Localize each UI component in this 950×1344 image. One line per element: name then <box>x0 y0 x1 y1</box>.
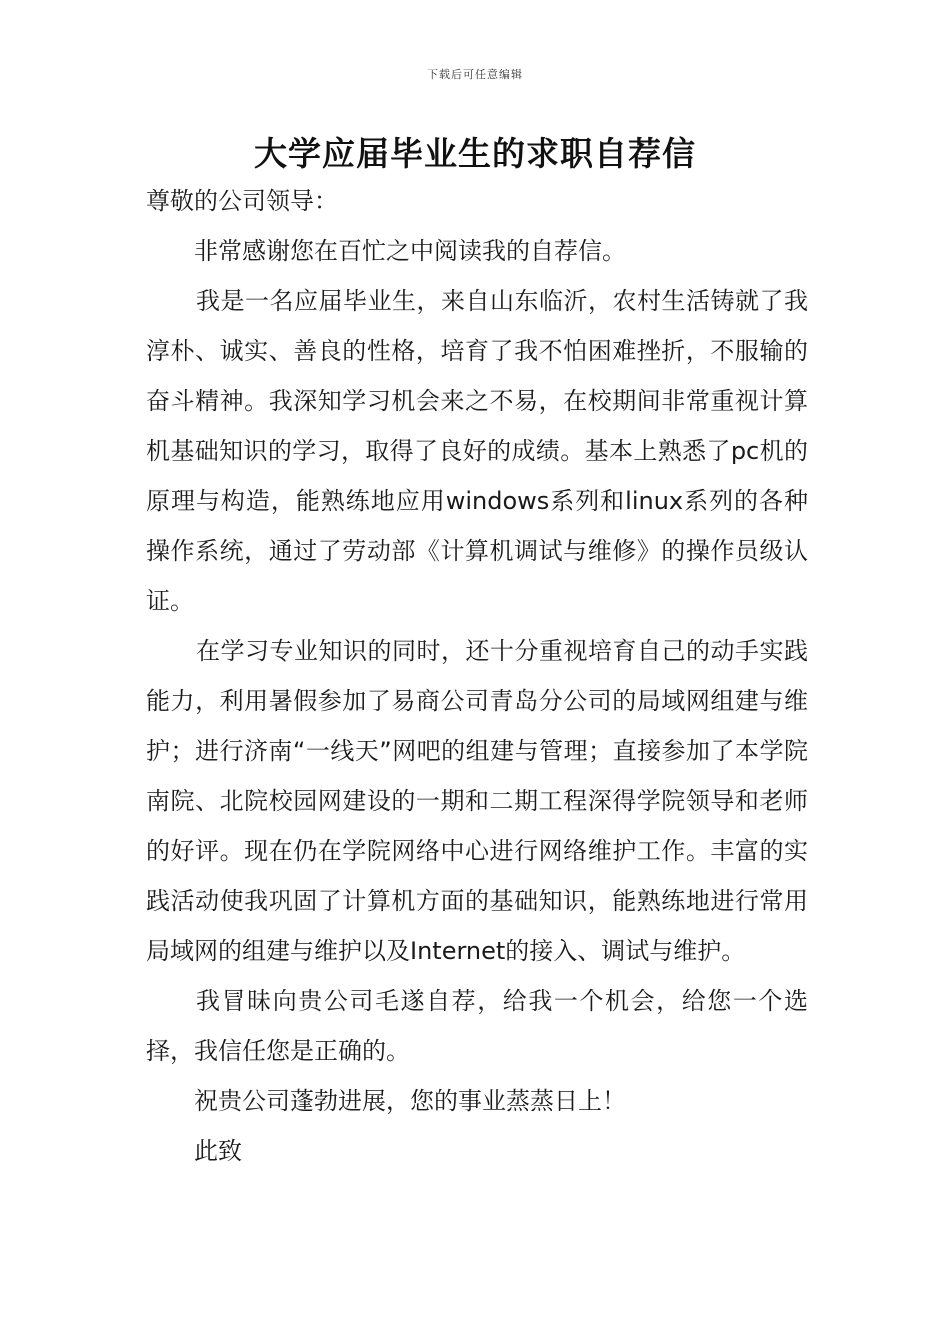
paragraph-request: 我冒昧向贵公司毛遂自荐，给我一个机会，给您一个选择，我信任您是正确的。 <box>146 987 808 1065</box>
header-note: 下载后可任意编辑 <box>427 68 523 81</box>
document-title: 大学应届毕业生的求职自荐信 <box>254 134 696 173</box>
paragraph-wishes: 祝贵公司蓬勃进展，您的事业蒸蒸日上！ <box>194 1087 626 1115</box>
paragraph-introduction: 我是一名应届毕业生，来自山东临沂，农村生活铸就了我淳朴、诚实、善良的性格，培育了我不怕困难挫折，不服输的奋斗精神。我深知学习机会来之不易，在校期间非常重视计算机基础知识的学习，取得了良好的成绩。基本上熟悉了pc机的原理与构造，能熟练地应用windows系列和linux系列的各种操作系统，通过了劳动部《计算机调试与维修》的操作员级认证。 <box>146 287 808 615</box>
paragraph-closing: 此致 <box>194 1137 242 1165</box>
salutation: 尊敬的公司领导： <box>146 187 338 215</box>
letter-body <box>146 176 808 1176</box>
paragraph-thanks: 非常感谢您在百忙之中阅读我的自荐信。 <box>194 237 626 265</box>
paragraph-practice: 在学习专业知识的同时，还十分重视培育自己的动手实践能力，利用暑假参加了易商公司青岛分公司的局域网组建与维护；进行济南“一线天”网吧的组建与管理；直接参加了本学院南院、北院校园网建设的一期和二期工程深得学院领导和老师的好评。现在仍在学院网络中心进行网络维护工作。丰富的实践活动使我巩固了计算机方面的基础知识，能熟练地进行常用局域网的组建与维护以及Internet的接入、调试与维护。 <box>146 637 808 965</box>
